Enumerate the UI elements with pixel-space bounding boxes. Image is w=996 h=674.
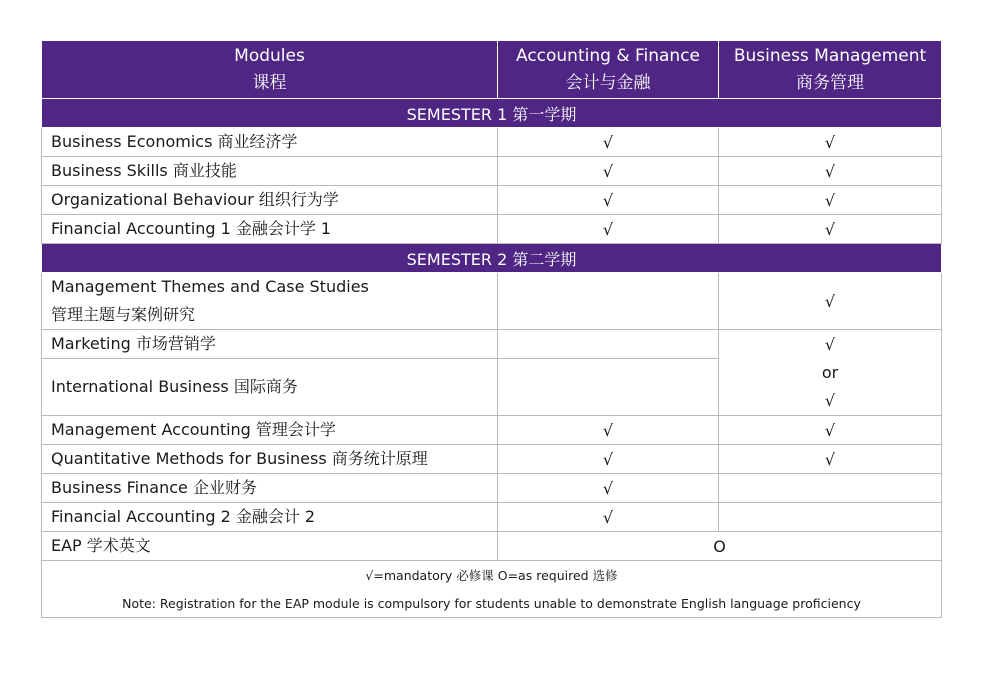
module-name: Quantitative Methods for Business 商务统计原理: [42, 445, 498, 474]
eap-value: O: [498, 532, 942, 561]
af-check: √: [498, 128, 719, 157]
af-header: [498, 41, 719, 99]
bm-header: [719, 41, 942, 99]
bm-check: √: [719, 445, 942, 474]
af-check: √: [498, 503, 719, 532]
table-row: [42, 273, 942, 330]
table-row: [42, 186, 942, 215]
module-name: EAP 学术英文: [42, 532, 498, 561]
table-row: [42, 215, 942, 244]
bm-empty: [719, 474, 942, 503]
af-empty: [498, 359, 719, 416]
af-empty: [498, 330, 719, 359]
bm-header-en: Business Management: [733, 45, 927, 66]
table-row: [42, 532, 942, 561]
table-row: [42, 474, 942, 503]
bm-check: √: [719, 273, 942, 330]
af-check: √: [498, 157, 719, 186]
table-row: [42, 416, 942, 445]
module-name: Management Accounting 管理会计学: [42, 416, 498, 445]
note-row: [42, 589, 942, 618]
module-name: Marketing 市场营销学: [42, 330, 498, 359]
bm-check: √: [824, 390, 836, 410]
module-name: [42, 273, 498, 330]
module-name: Business Skills 商业技能: [42, 157, 498, 186]
bm-check: √: [719, 416, 942, 445]
bm-check: √: [824, 334, 836, 354]
modules-header: [42, 41, 498, 99]
semester2-label: SEMESTER 2 第二学期: [42, 244, 942, 273]
module-name-en: Management Themes and Case Studies: [51, 277, 369, 296]
af-empty: [498, 273, 719, 330]
bm-check: √: [719, 215, 942, 244]
or-text: or: [821, 362, 839, 382]
bm-check: √: [719, 157, 942, 186]
modules-header-cn: 课程: [252, 72, 287, 93]
af-check: √: [498, 186, 719, 215]
module-name: Organizational Behaviour 组织行为学: [42, 186, 498, 215]
modules-table: [41, 40, 942, 618]
semester1-row: [42, 99, 942, 128]
af-check: √: [498, 215, 719, 244]
bm-check: √: [719, 128, 942, 157]
table-row: [42, 445, 942, 474]
module-name: Business Economics 商业经济学: [42, 128, 498, 157]
af-check: √: [498, 474, 719, 503]
bm-choice: [719, 330, 942, 416]
af-check: √: [498, 416, 719, 445]
module-name: Business Finance 企业财务: [42, 474, 498, 503]
modules-header-en: Modules: [234, 45, 305, 66]
af-header-en: Accounting & Finance: [515, 45, 701, 66]
module-name: Financial Accounting 1 金融会计学 1: [42, 215, 498, 244]
legend-row: [42, 561, 942, 590]
bm-header-cn: 商务管理: [796, 72, 864, 93]
table-row: [42, 157, 942, 186]
legend-text: √=mandatory 必修课 O=as required 选修: [42, 561, 942, 590]
module-name-cn: 管理主题与案例研究: [51, 305, 196, 324]
af-check: √: [498, 445, 719, 474]
table-row: [42, 503, 942, 532]
module-name: International Business 国际商务: [42, 359, 498, 416]
semester2-row: [42, 244, 942, 273]
af-header-cn: 会计与金融: [565, 72, 651, 93]
header-row: [42, 41, 942, 99]
table-row: [42, 330, 942, 359]
note-text: Note: Registration for the EAP module is compulsory for students unable to demonstrate English language proficiency: [42, 589, 942, 618]
table-row: [42, 128, 942, 157]
bm-empty: [719, 503, 942, 532]
semester1-label: SEMESTER 1 第一学期: [42, 99, 942, 128]
module-name: Financial Accounting 2 金融会计 2: [42, 503, 498, 532]
bm-check: √: [719, 186, 942, 215]
